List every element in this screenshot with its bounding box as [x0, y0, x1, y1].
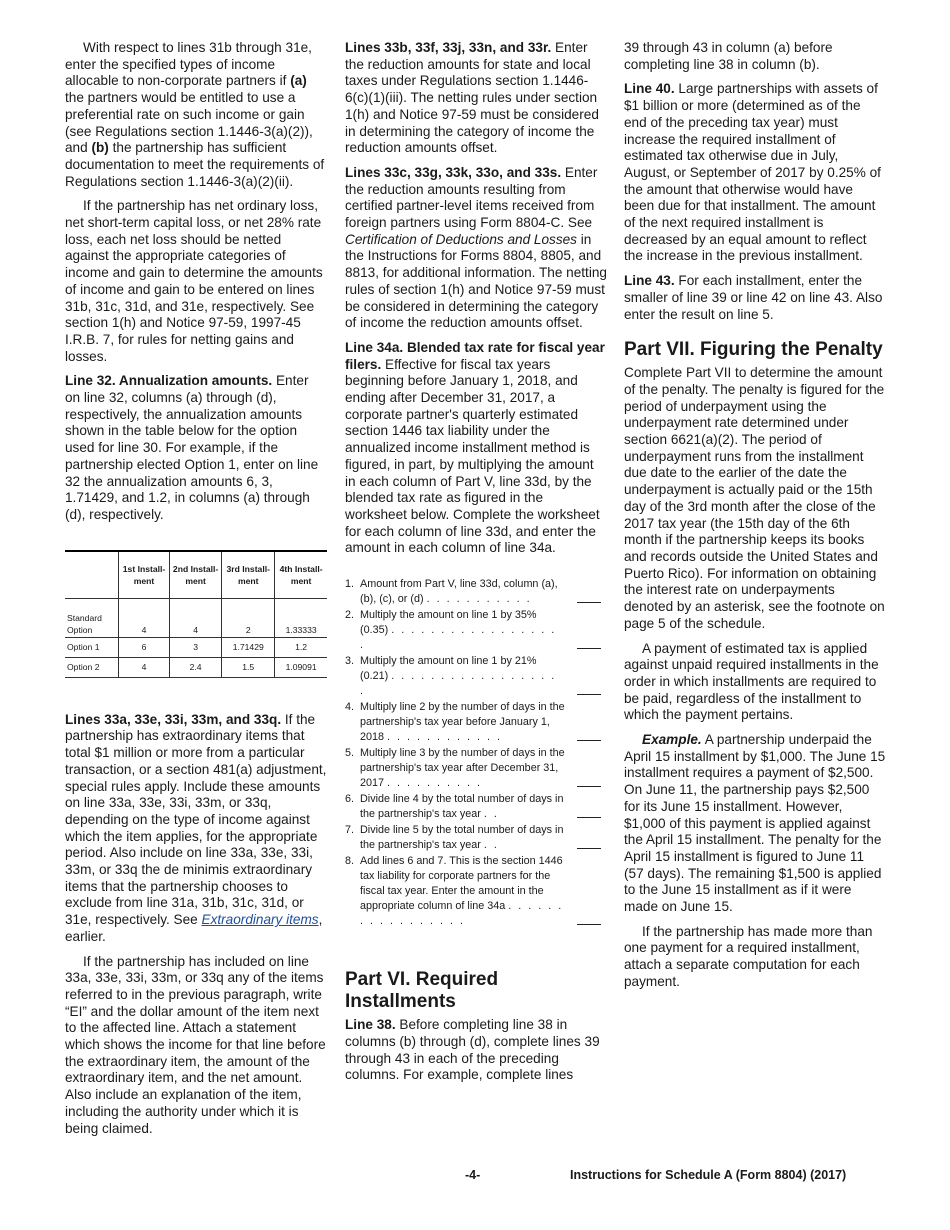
worksheet-entry-line[interactable] — [565, 792, 607, 822]
text: For each installment, enter the smaller of line 39 or line 42 on line 43. Also enter the result on line 5. — [624, 273, 883, 322]
text: , earlier. — [65, 912, 323, 944]
worksheet-line-number: 6. — [345, 793, 355, 806]
table-cell: 3 — [169, 637, 221, 657]
worksheet-entry-line[interactable] — [565, 700, 607, 745]
table-cell: 1.33333 — [275, 598, 327, 637]
extraordinary-items-link[interactable]: Extraordinary items — [201, 912, 319, 928]
paragraph-line-43 — [624, 273, 886, 323]
worksheet-line-text — [360, 746, 565, 791]
text: Divide line 4 by the total number of days in the partnership's tax year — [360, 793, 564, 821]
text: Effective for fiscal tax years beginning before January 1, 2018, and ending after December 31, 2017, a corporate partner's quarterly estimated section 1446 tax liability under the annualized income installment method is figured, in part, by multiplying the amount in each column of Part V, line 33d, by the blended tax rate as figured in the worksheet below. Complete the worksheet for each column of line 33d, and enter the amount in each column of line 34a. — [345, 356, 600, 556]
worksheet-line-number: 1. — [345, 578, 355, 591]
paragraph-part-vii: Complete Part VII to determine the amount of the penalty. The penalty is figured for the period of underpayment using the underpayment rate determined under section 6621(a)(2). The period of underpayment runs from the installment due date to the earlier of the date the underpayment is actually paid or the 15th day of the 3rd month after the close of the 2017 tax year (the 15th day of the 6th month if the partnership keeps its books and records outside the United States and Puerto Rico). For information on obtaining the interest rate on underpayments denoted by an asterisk, see the footnote on page 5 of the schedule. — [624, 365, 885, 631]
worksheet-line-text — [360, 792, 565, 822]
text: Add lines 6 and 7. This is the section 1446 tax liability for corporate partners for the fiscal tax year. Enter the amount in the appropriate column of line 34a — [360, 855, 563, 913]
paragraph-line-38-continued: 39 through 43 in column (a) before completing line 38 in column (b). — [624, 40, 833, 72]
table-cell: 6 — [119, 637, 170, 657]
worksheet-line-text — [360, 854, 565, 929]
worksheet-line — [345, 854, 607, 929]
table-header-cell: 4th Install-ment — [275, 551, 327, 599]
paragraph-payment-order: A payment of estimated tax is applied against unpaid required installments in the order in which installments are required to be paid, regardless of the installment to which the payment pertains. — [624, 640, 879, 723]
paragraph-example — [624, 732, 886, 916]
paragraph-lines-31b-31e — [65, 40, 327, 190]
worksheet-line — [345, 792, 607, 822]
worksheet-line-text — [360, 577, 565, 607]
worksheet-entry-line[interactable] — [565, 823, 607, 853]
table-header-cell: 3rd Install-ment — [222, 551, 275, 599]
paragraph-lines-33a — [65, 712, 327, 946]
table-header-cell: 2nd Install-ment — [169, 551, 221, 599]
worksheet-entry-line[interactable] — [565, 654, 607, 699]
text: Large partnerships with assets of $1 billion or more (determined as of the end of the preceding tax year) must increase the required installment of estimated tax otherwise due in July, August, or September of 2017 by 0.25% of the amount that otherwise would have been due for that installment. The amount of the next required installment is decreased by an equal amount to reflect the increase in the previous installment. — [624, 81, 881, 264]
worksheet-line-text — [360, 654, 565, 699]
text: the partners would be entitled to use a preferential rate on such income or gain (see Regulations section 1.1446-3(a)(2)), and — [65, 90, 313, 156]
leader-dots: . . . . . . . . . . . . . . . . . . — [360, 624, 557, 652]
worksheet-entry-line[interactable] — [565, 577, 607, 607]
column-left — [65, 40, 327, 1145]
table-cell: 4 — [119, 657, 170, 677]
worksheet-line-text — [360, 608, 565, 653]
worksheet-line-number: 3. — [345, 655, 355, 668]
paragraph-ei-statement: If the partnership has included on line 33a, 33e, 33i, 33m, or 33q any of the items referred to in the previous paragraph, write “EI” and the dollar amount of the item next to the affected line. Attach a statement which shows the income for that line before the extraordinary item, the amount of the extraordinary item, and the net amount. Also include an explanation of the item, including the authority under which it is being claimed. — [65, 953, 326, 1136]
column-right — [624, 40, 886, 999]
table-cell: 4 — [169, 598, 221, 637]
paragraph-net-loss: If the partnership has net ordinary loss, net short-term capital loss, or net 28% rate loss, each net loss should be netted against the appropriate categories of income and gain to determine the amounts of income and gain to be entered on lines 31b, 31c, 31d, and 31e, respectively. See section 1(h) and Notice 97-59, 1997-45 I.R.B. 7, for rules for netting gains and losses. — [65, 198, 323, 364]
table-cell: 1.5 — [222, 657, 275, 677]
leader-dots: . . — [483, 839, 499, 852]
table-cell: 2.4 — [169, 657, 221, 677]
text: Multiply the amount on line 1 by 35% (0.35) — [360, 609, 537, 637]
worksheet-entry-line[interactable] — [565, 854, 607, 929]
heading-line-43: Line 43. — [624, 273, 675, 289]
text: Multiply line 3 by the number of days in the partnership's tax year after December 31, 2017 — [360, 747, 565, 790]
table-row — [65, 637, 327, 657]
worksheet-line-number: 5. — [345, 747, 355, 760]
paragraph-lines-33c — [345, 165, 607, 332]
worksheet-line — [345, 823, 607, 853]
table-header-cell: 1st Install-ment — [119, 551, 170, 599]
text: If the partnership has extraordinary items that total $1 million or more from a particular transaction, or a section 481(a) adjustment, special rules apply. Include these amounts on line 33a, 33e, 33i, 33m, or 33q, depending on the type of income against which the item applies, for the appropriate period. Also include on line 33a, 33e, 33i, 33m, or 33q the de minimis extraordinary items that the partnership chooses to exclude from line 31a, 31b, 31c, 31d, or 31e, respectively. See — [65, 711, 327, 928]
table-row — [65, 657, 327, 677]
text: Divide line 5 by the total number of days in the partnership's tax year — [360, 824, 564, 852]
heading-line-32: Line 32. Annualization amounts. — [65, 373, 273, 389]
leader-dots: . . . . . . . . . . . . . . . . . . — [360, 670, 557, 698]
text: Multiply the amount on line 1 by 21% (0.21) — [360, 655, 537, 683]
table-header-row — [65, 551, 327, 599]
worksheet-line-number: 2. — [345, 609, 355, 622]
text: Enter the reduction amounts for state and local taxes under Regulations section 1.1446-6(c)(1)(iii). The netting rules under section 1(h) and Notice 97-59 must be considered in determining the category of income the reduction amounts offset. — [345, 40, 599, 156]
annualization-table — [65, 550, 327, 678]
text: Enter on line 32, columns (a) through (d), respectively, the annualization amounts shown in the table below for the option used for line 30. For example, if the partnership elected Option 1, enter on line 32 the annualization amounts 6, 3, 1.71429, and 1.2, in columns (a) through (d), respectively. — [65, 373, 319, 522]
worksheet-entry-line[interactable] — [565, 746, 607, 791]
table-cell: 1.09091 — [275, 657, 327, 677]
table-cell: Standard Option — [65, 598, 119, 637]
table-cell: Option 1 — [65, 637, 119, 657]
text: Multiply line 2 by the number of days in the partnership's tax year before January 1, 2018 — [360, 701, 565, 744]
worksheet-line — [345, 577, 607, 607]
table-header-cell — [65, 551, 119, 599]
page-number: -4- — [465, 1168, 481, 1182]
heading-lines-33c: Lines 33c, 33g, 33k, 33o, and 33s. — [345, 164, 562, 180]
blended-rate-worksheet — [345, 577, 607, 929]
table-cell: 2 — [222, 598, 275, 637]
text: the partnership has sufficient documentation to meet the requirements of Regulations section 1.1446-3(a)(2)(ii). — [65, 140, 325, 189]
worksheet-line — [345, 746, 607, 791]
leader-dots: . . — [483, 808, 499, 821]
example-label: Example. — [642, 732, 702, 748]
text: Amount from Part V, line 33d, column (a), (b), (c), or (d) — [360, 578, 558, 606]
text: in the Instructions for Forms 8804, 8805, and 8813, for additional information. The netting rules of section 1(h) and Notice 97-59 must be considered in determining the category of income the reduction amounts offset. — [345, 231, 607, 331]
worksheet-line-text — [360, 700, 565, 745]
worksheet-line-number: 8. — [345, 855, 355, 868]
paragraph-line-32 — [65, 373, 327, 523]
text: A partnership underpaid the April 15 installment by $1,000. The June 15 installment requires a payment of $2,500. On June 11, the partnership pays $2,500 for its June 15 installment. However, $1,000 of this payment is applied against the April 15 installment. The penalty for the April 15 installment is figured to June 11 (57 days). The remaining $1,500 is applied to the June 15 installment as if it were made on June 15. — [624, 732, 886, 915]
footer-title: Instructions for Schedule A (Form 8804) (2017) — [570, 1168, 847, 1182]
worksheet-entry-line[interactable] — [565, 608, 607, 653]
text: Before completing line 38 in columns (b) through (d), complete lines 39 through 43 in each of the preceding columns. For example, complete lines — [345, 1017, 600, 1083]
worksheet-line — [345, 654, 607, 699]
heading-line-38: Line 38. — [345, 1017, 396, 1033]
leader-dots: . . . . . . . . . . . . — [387, 731, 503, 744]
heading-lines-33b: Lines 33b, 33f, 33j, 33n, and 33r. — [345, 40, 552, 55]
paragraph-line-40 — [624, 81, 886, 265]
paragraph-lines-33b — [345, 40, 607, 157]
italic-reference: Certification of Deductions and Losses — [345, 231, 577, 247]
heading-part-vii: Part VII. Figuring the Penalty — [624, 339, 883, 361]
heading-lines-33a: Lines 33a, 33e, 33i, 33m, and 33q. — [65, 711, 282, 727]
leader-dots: . . . . . . . . . . . — [426, 593, 532, 606]
bold-marker: (a) — [290, 73, 307, 89]
leader-dots: . . . . . . . . . . — [387, 777, 483, 790]
worksheet-line — [345, 608, 607, 653]
table-cell: 4 — [119, 598, 170, 637]
heading-part-vi: Part VI. Required Installments — [345, 969, 499, 1013]
heading-line-40: Line 40. — [624, 81, 675, 97]
table-cell: Option 2 — [65, 657, 119, 677]
paragraph-line-38 — [345, 1017, 607, 1084]
worksheet-line-text — [360, 823, 565, 853]
heading-line-34a: Line 34a. Blended tax rate for fiscal year filers. — [345, 339, 605, 372]
bold-marker: (b) — [91, 140, 109, 156]
paragraph-multiple-payments: If the partnership has made more than one payment for a required installment, attach a separate computation for each payment. — [624, 923, 873, 989]
text: Enter the reduction amounts resulting from certified partner-level items received from foreign partners using Form 8804-C. See — [345, 164, 598, 231]
table-row — [65, 598, 327, 637]
text: With respect to lines 31b through 31e, enter the specified types of income allocable to non-corporate partners if — [65, 40, 312, 89]
paragraph-line-34a — [345, 340, 607, 557]
leader-dots: . . . . . . . . . . . . . . . . . — [360, 900, 564, 928]
worksheet-line — [345, 700, 607, 745]
table-cell: 1.71429 — [222, 637, 275, 657]
worksheet-line-number: 4. — [345, 701, 355, 714]
column-middle — [345, 40, 607, 1092]
table-cell: 1.2 — [275, 637, 327, 657]
worksheet-line-number: 7. — [345, 824, 355, 837]
